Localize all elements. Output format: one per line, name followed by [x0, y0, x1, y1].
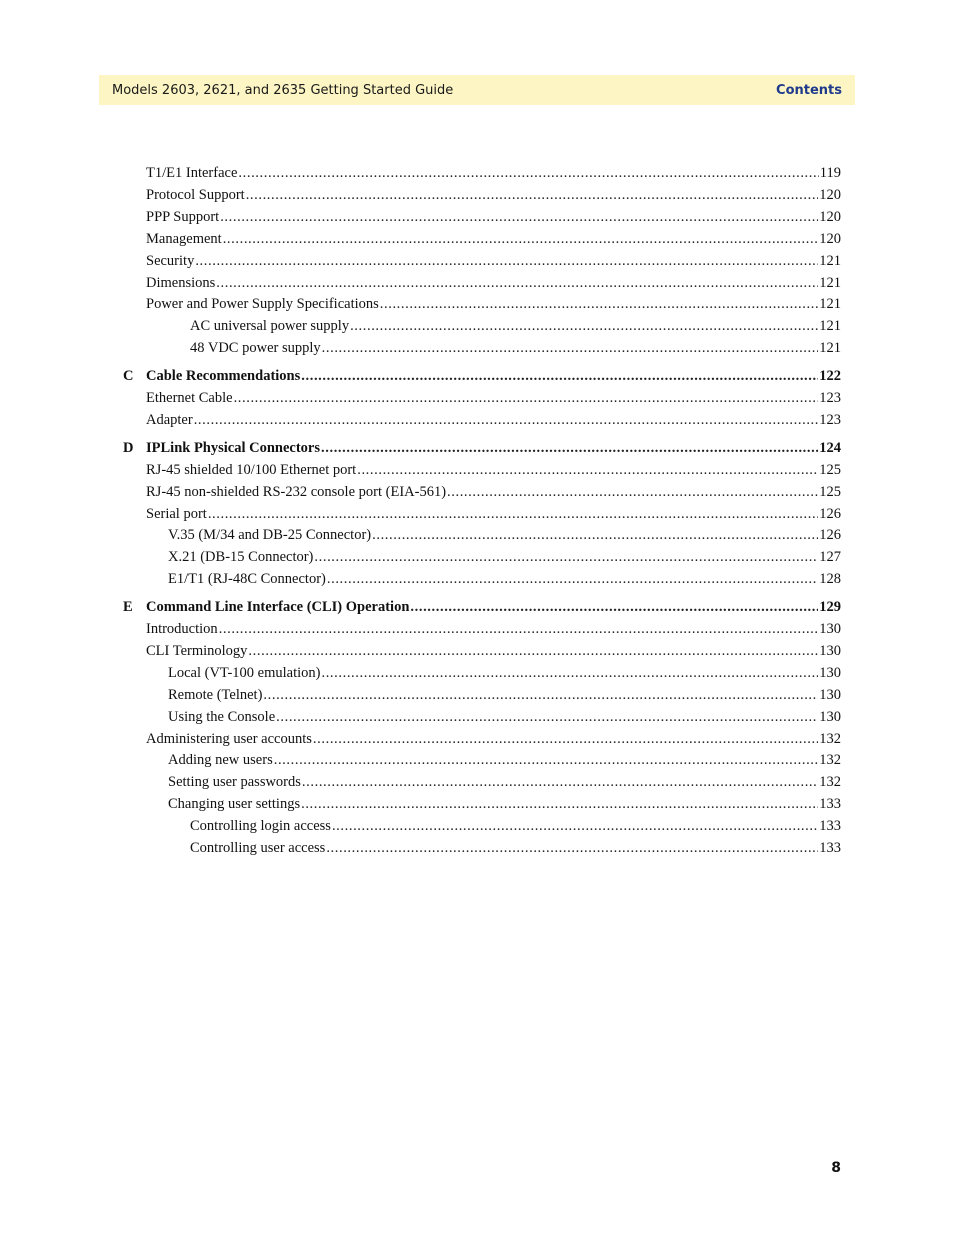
dot-leader	[326, 839, 818, 857]
toc-page-number: 132	[819, 752, 841, 769]
dot-leader	[219, 620, 819, 638]
toc-page-number: 120	[819, 186, 841, 203]
toc-entry-label: Serial port	[146, 505, 207, 522]
toc-page-number: 130	[819, 708, 841, 725]
dot-leader	[216, 274, 818, 292]
toc-page-number: 126	[819, 527, 841, 544]
toc-entry[interactable]	[146, 483, 841, 501]
toc-page-number: 120	[819, 230, 841, 247]
dot-leader	[263, 686, 818, 704]
toc-chapter[interactable]	[146, 598, 841, 616]
toc-entry[interactable]	[168, 795, 841, 813]
toc-page-number: 128	[819, 571, 841, 588]
dot-leader	[327, 570, 818, 588]
toc-entry-label: V.35 (M/34 and DB-25 Connector)	[168, 527, 372, 544]
dot-leader	[321, 439, 818, 457]
dot-leader	[195, 252, 818, 270]
toc-entry-label: Protocol Support	[146, 186, 245, 203]
toc-page-number: 130	[819, 642, 841, 659]
toc-page-number: 121	[819, 296, 841, 313]
toc-entry-label: Ethernet Cable	[146, 390, 233, 406]
page-number: 8	[831, 1160, 841, 1176]
toc-chapter[interactable]	[146, 439, 841, 457]
toc-page-number: 121	[819, 274, 841, 291]
toc-entry-label: Dimensions	[146, 274, 216, 291]
toc-entry[interactable]	[168, 751, 841, 769]
toc-page-number: 126	[819, 505, 841, 522]
dot-leader	[322, 339, 819, 357]
dot-leader	[194, 411, 819, 429]
toc-entry[interactable]	[168, 708, 841, 726]
toc-page-number: 130	[819, 686, 841, 703]
toc-entry[interactable]	[146, 730, 841, 748]
dot-leader	[302, 773, 818, 791]
document-title: Models 2603, 2621, and 2635 Getting Started Guide	[112, 82, 454, 98]
toc-entry-label: IPLink Physical Connectors	[146, 439, 321, 456]
dot-leader	[248, 642, 818, 660]
toc-entry[interactable]	[146, 295, 841, 313]
toc-page-number: 129	[819, 599, 841, 616]
dot-leader	[350, 317, 818, 335]
toc-entry[interactable]	[146, 620, 841, 638]
appendix-letter: E	[123, 599, 133, 616]
toc-page-number: 123	[819, 411, 841, 428]
toc-page-number: 123	[819, 390, 841, 406]
toc-entry[interactable]	[146, 252, 841, 270]
toc-entry-label: Management	[146, 230, 222, 247]
toc-entry-label: X.21 (DB-15 Connector)	[168, 549, 314, 566]
toc-page-number: 120	[819, 208, 841, 225]
toc-page-number: 130	[819, 621, 841, 637]
toc-entry[interactable]	[146, 274, 841, 292]
toc-entry-label: CLI Terminology	[146, 642, 248, 659]
dot-leader	[447, 483, 818, 501]
toc-entry[interactable]	[146, 186, 841, 204]
toc-entry[interactable]	[146, 642, 841, 660]
toc-page-number: 121	[819, 340, 841, 357]
toc-entry[interactable]	[146, 389, 841, 407]
toc-entry-label: AC universal power supply	[190, 318, 350, 335]
toc-entry[interactable]	[168, 526, 841, 544]
dot-leader	[380, 295, 818, 313]
toc-entry[interactable]	[146, 230, 841, 248]
dot-leader	[314, 548, 818, 566]
toc-page-number: 124	[819, 439, 841, 456]
dot-leader	[301, 367, 818, 385]
toc-page-number: 133	[819, 818, 841, 835]
toc-entry-label: Introduction	[146, 621, 218, 637]
toc-page-number: 121	[819, 252, 841, 269]
dot-leader	[357, 461, 818, 479]
toc-entry-label: Command Line Interface (CLI) Operation	[146, 599, 410, 616]
toc-entry-label: Administering user accounts	[146, 730, 312, 747]
toc-entry[interactable]	[168, 570, 841, 588]
toc-entry[interactable]	[146, 164, 841, 182]
toc-page-number: 132	[819, 730, 841, 747]
dot-leader	[372, 526, 818, 544]
toc-entry-label: Power and Power Supply Specifications	[146, 296, 379, 313]
toc-entry-label: PPP Support	[146, 208, 220, 225]
toc-entry[interactable]	[168, 548, 841, 566]
dot-leader	[274, 751, 819, 769]
toc-page-number: 119	[819, 165, 841, 181]
toc-entry-label: Changing user settings	[168, 796, 301, 813]
appendix-letter: C	[123, 368, 134, 385]
toc-entry[interactable]	[190, 839, 841, 857]
toc-entry-label: Remote (Telnet)	[168, 686, 263, 703]
toc-entry-label: RJ-45 non-shielded RS-232 console port (EIA-561)	[146, 483, 447, 500]
toc-entry-label: Local (VT-100 emulation)	[168, 664, 321, 681]
toc-entry[interactable]	[190, 339, 841, 357]
toc-entry[interactable]	[168, 773, 841, 791]
toc-entry-label: Cable Recommendations	[146, 368, 301, 385]
toc-entry-label: Setting user passwords	[168, 774, 301, 791]
toc-page-number: 133	[819, 840, 841, 856]
dot-leader	[410, 598, 818, 616]
dot-leader	[223, 230, 819, 248]
toc-entry[interactable]	[146, 411, 841, 429]
toc-entry[interactable]	[190, 317, 841, 335]
toc-entry-label: Adding new users	[168, 752, 273, 769]
dot-leader	[301, 795, 818, 813]
toc-entry-label: T1/E1 Interface	[146, 165, 238, 181]
toc-entry-label: Adapter	[146, 411, 193, 428]
dot-leader	[321, 664, 818, 682]
toc-page-number: 125	[819, 461, 841, 478]
toc-entry[interactable]	[146, 208, 841, 226]
toc-entry[interactable]	[168, 686, 841, 704]
toc-entry[interactable]	[146, 505, 841, 523]
toc-entry-label: 48 VDC power supply	[190, 340, 321, 357]
dot-leader	[208, 505, 818, 523]
toc-entry-label: Controlling login access	[190, 818, 331, 835]
toc-page-number: 133	[819, 796, 841, 813]
toc-page-number: 130	[819, 664, 841, 681]
toc-entry-label: E1/T1 (RJ-48C Connector)	[168, 571, 326, 588]
toc-entry-label: Security	[146, 252, 195, 269]
toc-page-number: 125	[819, 483, 841, 500]
dot-leader	[234, 389, 819, 407]
toc-page-number: 127	[819, 549, 841, 566]
toc-entry[interactable]	[190, 817, 841, 835]
dot-leader	[332, 817, 818, 835]
dot-leader	[276, 708, 818, 726]
toc-entry[interactable]	[146, 461, 841, 479]
toc-entry-label: RJ-45 shielded 10/100 Ethernet port	[146, 461, 357, 478]
toc-entry-label: Controlling user access	[190, 840, 326, 856]
dot-leader	[220, 208, 818, 226]
appendix-letter: D	[123, 439, 134, 456]
section-name: Contents	[776, 82, 842, 98]
toc-page-number: 121	[819, 318, 841, 335]
toc-page-number: 122	[819, 368, 841, 385]
toc-page-number: 132	[819, 774, 841, 791]
dot-leader	[313, 730, 818, 748]
toc-chapter[interactable]	[146, 367, 841, 385]
toc-entry[interactable]	[168, 664, 841, 682]
toc-entry-label: Using the Console	[168, 708, 276, 725]
dot-leader	[246, 186, 819, 204]
dot-leader	[238, 164, 818, 182]
